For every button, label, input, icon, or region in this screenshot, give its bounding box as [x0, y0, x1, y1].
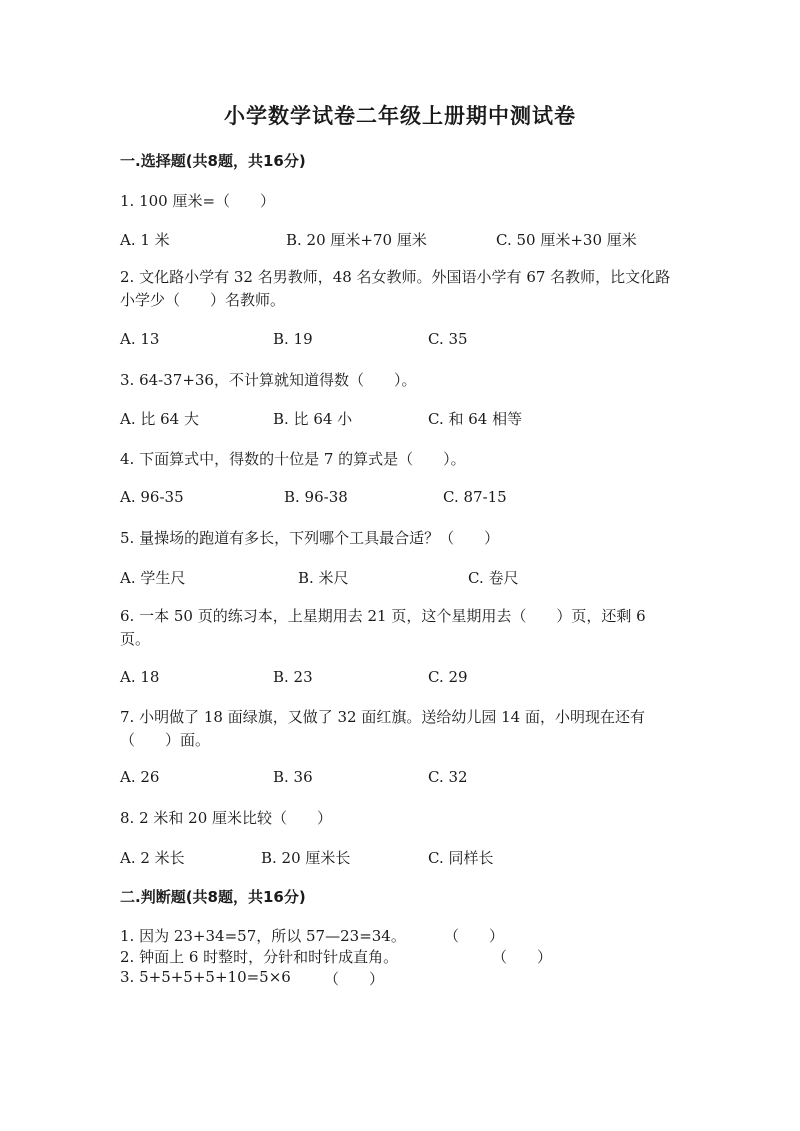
question-6-option-a: A. 18: [120, 668, 160, 686]
question-2-option-c: C. 35: [428, 330, 468, 348]
judgement-item-3-blank: （ ）: [324, 970, 385, 988]
question-3: 3. 64-37+36，不计算就知道得数（ ）。: [120, 371, 417, 389]
question-1: 1. 100 厘米=（ ）: [120, 192, 276, 210]
question-2-option-b: B. 19: [273, 330, 313, 348]
question-4-option-c: C. 87-15: [443, 488, 507, 506]
judgement-item-1: 1. 因为 23+34=57，所以 57—23=34。: [120, 927, 406, 945]
question-8-option-a: A. 2 米长: [120, 849, 185, 867]
judgement-item-2: 2. 钟面上 6 时整时，分针和时针成直角。: [120, 948, 399, 966]
question-6: 6. 一本 50 页的练习本，上星期用去 21 页，这个星期用去（ ）页，还剩 6 页。: [120, 607, 646, 648]
question-1-option-b: B. 20 厘米+70 厘米: [286, 231, 427, 249]
question-5-option-c: C. 卷尺: [468, 569, 519, 587]
question-5-option-a: A. 学生尺: [120, 569, 186, 587]
question-3-option-c: C. 和 64 相等: [428, 410, 523, 428]
question-2: 2. 文化路小学有 32 名男教师，48 名女教师。外国语小学有 67 名教师，比文化路小学少（ ）名教师。: [120, 268, 671, 309]
question-5: 5. 量操场的跑道有多长，下列哪个工具最合适？（ ）: [120, 529, 500, 547]
question-8-option-b: B. 20 厘米长: [261, 849, 351, 867]
question-7: 7. 小明做了 18 面绿旗，又做了 32 面红旗。送给幼儿园 14 面，小明现在还有（ ）面。: [120, 708, 645, 749]
question-1-option-c: C. 50 厘米+30 厘米: [496, 231, 637, 249]
page-title: 小学数学试卷二年级上册期中测试卷: [224, 104, 576, 128]
section-1-heading: 一.选择题(共8题，共16分): [120, 152, 306, 170]
judgement-item-2-blank: （ ）: [492, 948, 553, 966]
question-6-option-b: B. 23: [273, 668, 313, 686]
question-7-option-a: A. 26: [120, 768, 160, 786]
question-6-option-c: C. 29: [428, 668, 468, 686]
question-5-option-b: B. 米尺: [298, 569, 349, 587]
question-4-option-a: A. 96-35: [120, 488, 184, 506]
question-4-option-b: B. 96-38: [284, 488, 348, 506]
question-1-option-a: A. 1 米: [120, 231, 170, 249]
question-7-option-c: C. 32: [428, 768, 468, 786]
section-2-heading: 二.判断题(共8题，共16分): [120, 888, 306, 906]
question-4: 4. 下面算式中，得数的十位是 7 的算式是（ ）。: [120, 450, 466, 468]
question-8: 8. 2 米和 20 厘米比较（ ）: [120, 809, 333, 827]
judgement-item-1-blank: （ ）: [444, 927, 505, 945]
judgement-item-3: 3. 5+5+5+5+10=5×6: [120, 968, 291, 986]
question-3-option-a: A. 比 64 大: [120, 410, 199, 428]
question-3-option-b: B. 比 64 小: [273, 410, 353, 428]
question-2-option-a: A. 13: [120, 330, 160, 348]
question-7-option-b: B. 36: [273, 768, 313, 786]
question-8-option-c: C. 同样长: [428, 849, 494, 867]
